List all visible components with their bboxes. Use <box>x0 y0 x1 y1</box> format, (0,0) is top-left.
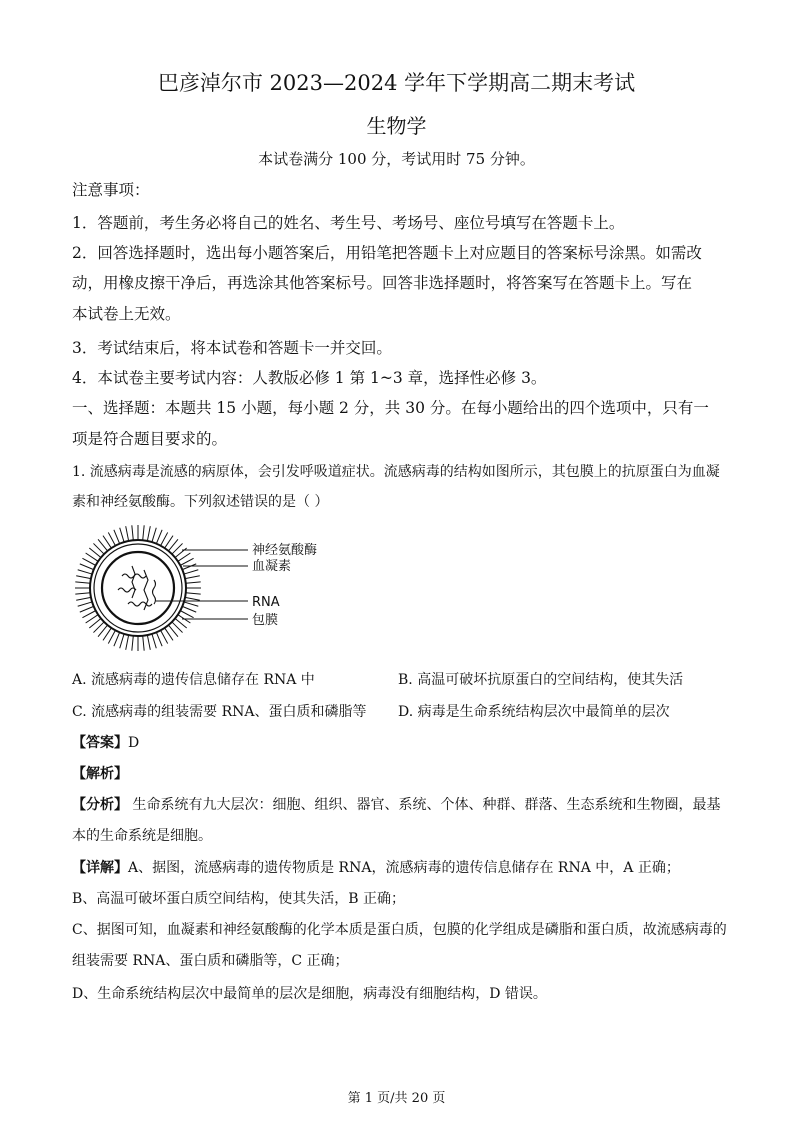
spike <box>108 630 115 643</box>
option-a: A. 流感病毒的遗传信息储存在 RNA 中 <box>72 672 315 688</box>
spike <box>143 525 144 540</box>
spike <box>80 606 94 612</box>
detail-tag: 【详解】 <box>72 860 128 876</box>
spike <box>180 558 193 565</box>
page-number: 第 1 页/共 20 页 <box>347 1091 446 1106</box>
exam-title: 巴彦淖尔市 2023—2024 学年下学期高二期末考试 <box>157 71 636 95</box>
rna-strands <box>118 566 156 610</box>
envelope-inner <box>94 544 182 632</box>
note-line: 动，用橡皮擦干净后，再选涂其他答案标号。回答非选择题时，将答案写在答题卡上。写在 <box>72 274 693 292</box>
fenxi-line <box>72 795 720 815</box>
spike <box>147 526 150 541</box>
note-line: 2．回答选择题时，选出每小题答案后，用铅笔把答题卡上对应题目的答案标号涂黑。如需改 <box>72 244 702 262</box>
spike <box>76 597 91 600</box>
label-rna: RNA <box>252 595 280 610</box>
spike <box>152 528 156 542</box>
spike <box>186 593 201 594</box>
spike <box>156 632 162 646</box>
spike <box>184 602 198 606</box>
spike <box>143 636 144 651</box>
subject-title: 生物学 <box>366 114 427 138</box>
spike <box>78 570 92 574</box>
spike <box>184 570 198 574</box>
exam-meta: 本试卷满分 100 分，考试用时 75 分钟。 <box>258 150 535 168</box>
spike <box>80 564 94 570</box>
detail-line <box>72 858 680 878</box>
spike <box>132 636 133 651</box>
spike <box>114 632 120 646</box>
analysis-tag <box>72 764 128 784</box>
spike <box>185 597 200 600</box>
envelope-outer <box>90 540 186 636</box>
analysis-label: 【解析】 <box>72 766 128 782</box>
answer-value: D <box>128 735 140 751</box>
spike <box>182 564 196 570</box>
question-stem-cont: 素和神经氨酸酶。下列叙述错误的是（ ） <box>72 494 329 510</box>
spike <box>82 611 95 618</box>
spike <box>147 635 150 650</box>
spike <box>161 532 168 545</box>
spike <box>75 582 90 583</box>
spike <box>126 526 129 541</box>
spike <box>186 582 201 583</box>
label-envelope: 包膜 <box>252 613 279 628</box>
fenxi-text: 生命系统有九大层次：细胞、组织、器官、系统、个体、种群、群落、生态系统和生物圈，最基 <box>128 797 721 813</box>
label-neuraminidase: 神经氨酸酶 <box>252 543 318 558</box>
detail-text: A、据图，流感病毒的遗传物质是 RNA，流感病毒的遗传信息储存在 RNA 中，A 正确； <box>128 860 680 876</box>
option-b: B. 高温可破坏抗原蛋白的空间结构，使其失活 <box>398 672 684 688</box>
detail-text: 组装需要 RNA、蛋白质和磷脂等，C 正确； <box>72 953 349 969</box>
detail-text: C、据图可知，血凝素和神经氨酸酶的化学本质是蛋白质，包膜的化学组成是磷脂和蛋白质，故流感病毒的 <box>72 922 727 938</box>
question-stem: 1. 流感病毒是流感的病原体，会引发呼吸道症状。流感病毒的结构如图所示，其包膜上的抗原蛋白为血凝 <box>72 464 720 480</box>
spike <box>114 530 120 544</box>
spike <box>108 532 115 545</box>
section-heading-cont: 项是符合题目要求的。 <box>72 430 228 448</box>
spike <box>156 530 162 544</box>
option-d: D. 病毒是生命系统结构层次中最简单的层次 <box>398 704 670 720</box>
capsid-ring <box>102 552 174 624</box>
note-line: 4．本试卷主要考试内容：人教版必修 1 第 1~3 章，选择性必修 3。 <box>72 369 547 387</box>
spike <box>180 611 193 618</box>
spike <box>82 558 95 565</box>
section-heading: 一、选择题：本题共 15 小题，每小题 2 分，共 30 分。在每小题给出的四个选项中，只有一 <box>72 399 709 417</box>
note-line: 1．答题前，考生务必将自己的姓名、考生号、考场号、座位号填写在答题卡上。 <box>72 214 625 232</box>
detail-text: B、高温可破坏蛋白质空间结构，使其失活，B 正确； <box>72 891 406 907</box>
spike <box>161 630 168 643</box>
spike <box>76 576 91 579</box>
spike <box>152 634 156 648</box>
option-c: C. 流感病毒的组装需要 RNA、蛋白质和磷脂等 <box>72 704 367 720</box>
notes-heading: 注意事项： <box>72 181 150 199</box>
detail-text: D、生命系统结构层次中最简单的层次是细胞，病毒没有细胞结构，D 错误。 <box>72 986 547 1002</box>
fenxi-text-cont: 本的生命系统是细胞。 <box>72 828 212 844</box>
spike <box>182 606 196 612</box>
fenxi-tag: 【分析】 <box>72 797 128 813</box>
answer-line <box>72 733 139 753</box>
spike <box>132 525 133 540</box>
spike <box>185 576 200 579</box>
virus-structure-figure <box>70 518 332 658</box>
spike <box>75 593 90 594</box>
label-hemagglutinin: 血凝素 <box>252 559 292 574</box>
spike <box>120 634 124 648</box>
note-line: 本试卷上无效。 <box>72 305 181 323</box>
spike <box>78 602 92 606</box>
spike <box>120 528 124 542</box>
note-line: 3．考试结束后，将本试卷和答题卡一并交回。 <box>72 339 392 357</box>
answer-tag: 【答案】 <box>72 735 128 751</box>
spike <box>126 635 129 650</box>
